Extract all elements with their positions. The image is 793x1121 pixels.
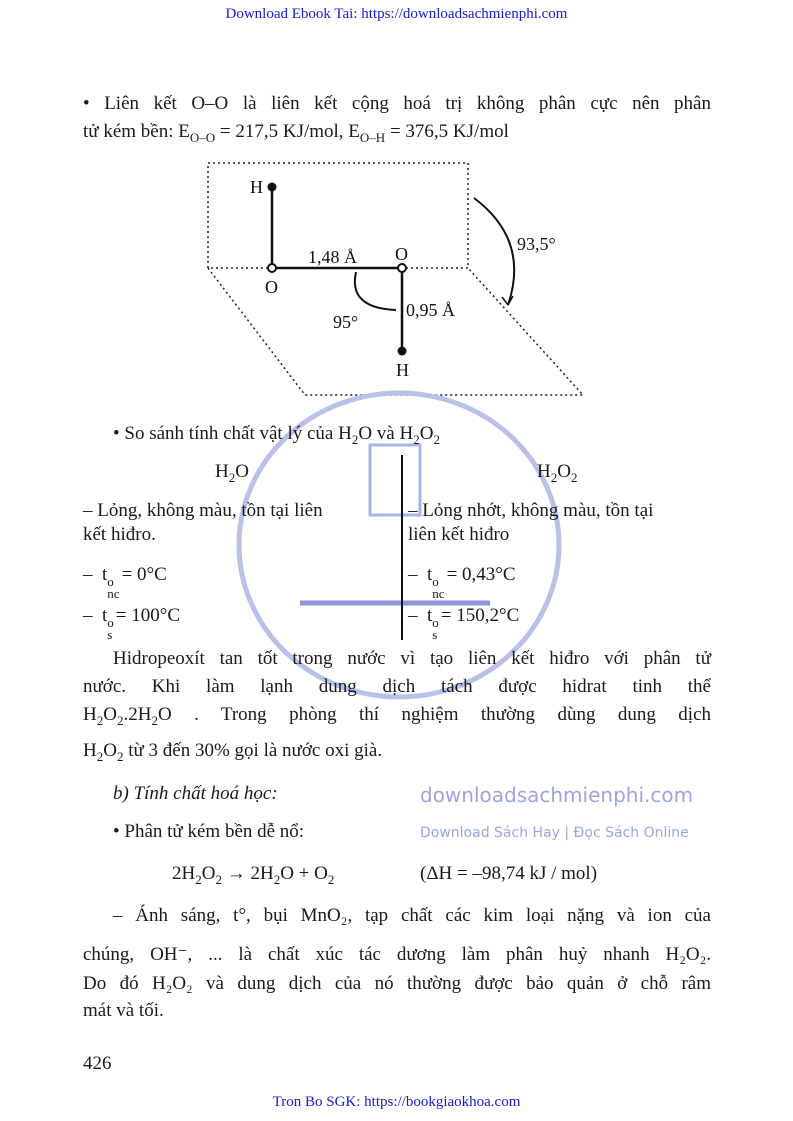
atom-o-right: O: [395, 244, 408, 264]
paragraph-line: $H_2O_2$ từ 3 đến 30% gọi là nước oxi già.: [83, 740, 383, 764]
paragraph-line: chúng, OH⁻, ... là chất xúc tác dương làm phân huỷ nhanh H₂O₂.: [83, 944, 711, 965]
col2-header: $H_2O_2$: [537, 461, 578, 485]
footer-link[interactable]: Tron Bo SGK: https://bookgiaokhoa.com: [272, 1094, 521, 1110]
h2o2-structure-diagram: [0, 0, 793, 420]
compare-title: • So sánh tính chất vật lý của $H_2O$ và $H_2O_2$: [113, 423, 440, 447]
dihedral-angle: 93,5°: [517, 234, 556, 254]
col1-melting-point: – t o nc = 0°C: [83, 564, 167, 601]
paragraph-line: • Liên kết O–O là liên kết cộng hoá trị không phân cực nên phân: [83, 93, 711, 114]
col2-boiling-point: – t o s = 150,2°C: [408, 605, 520, 642]
paragraph-line: Hidropeoxít tan tốt trong nước vì tạo liên kết hiđro với phân tử: [113, 648, 711, 669]
bond-energy-line: tử kém bền: $E_{O-O} = 217,5$ KJ/mol, $E_{O-H} = 376,5$ KJ/mol: [83, 121, 509, 145]
paragraph-line: Do đó H₂O₂ và dung dịch của nó thường được bảo quản ở chỗ râm: [83, 973, 711, 994]
bond-length-oh: 0,95 Å: [406, 300, 455, 320]
col1-header: $H_2O$: [215, 461, 249, 485]
col1-property: – Lỏng, không màu, tồn tại liên: [83, 500, 323, 521]
angle-hoo: 95°: [333, 312, 359, 332]
paragraph-line: nước. Khi làm lạnh dung dịch tách được hidrat tinh thể: [83, 676, 711, 697]
atom-h-bottom: H: [396, 360, 409, 380]
section-heading: b) Tính chất hoá học:: [113, 783, 278, 804]
bullet-item: • Phân tử kém bền dễ nổ:: [113, 821, 305, 842]
page-number: 426: [83, 1053, 112, 1074]
atom-h-top: H: [250, 177, 263, 197]
decomposition-equation: $2H_2O_2 \to 2H_2O + O_2$: [172, 863, 335, 887]
enthalpy: (ΔH = –98,74 kJ / mol): [420, 863, 598, 884]
paragraph-line: $H_2O_2.2H_2O$ . Trong phòng thí nghiệm thường dùng dung dịch: [83, 704, 711, 728]
col2-property: – Lỏng nhớt, không màu, tồn tại: [408, 500, 654, 521]
bond-length-oo: 1,48 Å: [308, 247, 357, 267]
col2-melting-point: – t o nc = 0,43°C: [408, 564, 516, 601]
watermark-tagline: Download Sách Hay | Đọc Sách Online: [420, 825, 689, 841]
atom-o-left: O: [265, 277, 278, 297]
col2-property: liên kết hiđro: [408, 524, 510, 545]
col1-property: kết hiđro.: [83, 524, 156, 545]
paragraph-line: – Ánh sáng, t°, bụi MnO₂, tạp chất các kim loại nặng và ion của: [113, 905, 711, 926]
header-link[interactable]: Download Ebook Tai: https://downloadsachmienphi.com: [225, 6, 568, 22]
watermark-site: downloadsachmienphi.com: [420, 783, 694, 807]
column-divider: [401, 455, 403, 640]
col1-boiling-point: – t o s = 100°C: [83, 605, 181, 642]
paragraph-line: mát và tối.: [83, 1000, 164, 1021]
